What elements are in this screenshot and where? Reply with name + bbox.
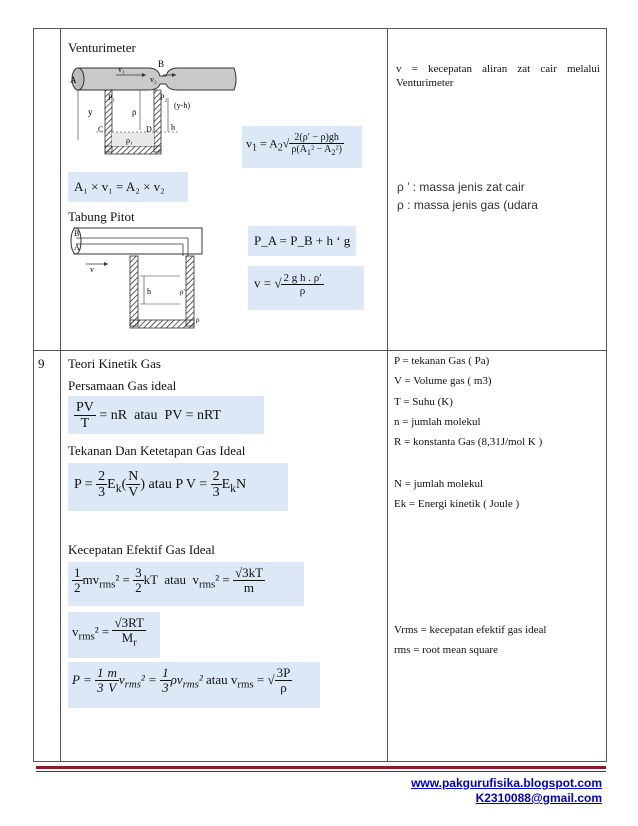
pressure-heading: Tekanan Dan Ketetapan Gas Ideal bbox=[68, 443, 246, 458]
desc-rms: rms = root mean square bbox=[394, 644, 498, 656]
formula-pitot-v: v = √ $\frac{\text{2 g h . ρ′}}{\rho}$ bbox=[254, 272, 322, 298]
footer-rule-thin bbox=[36, 771, 606, 772]
ideal-gas-heading: Persamaan Gas ideal bbox=[68, 378, 177, 393]
row-number: 9 bbox=[38, 356, 45, 371]
pitot-label-rho: ρ bbox=[196, 316, 200, 324]
formula-pa: P_A = P_B + h ‘ g bbox=[254, 233, 351, 248]
rho-description: ρ : massa jenis gas (udara bbox=[397, 198, 538, 212]
venturimeter-diagram bbox=[68, 60, 240, 165]
pitot-label-h: h bbox=[147, 287, 151, 296]
venturimeter-heading: Venturimeter bbox=[68, 40, 136, 55]
venturi-label-h: h bbox=[171, 123, 175, 132]
formula-p-rho: P = $\frac{1}{3}$ $\frac{m}{V}$ $v_{rms}^2$ = $\frac{1}{3}$ $\rho v_{rms}^2$ atau $v_{rms}$ = √ $\frac{3P}{\rho}$ bbox=[72, 665, 291, 696]
venturi-label-D: D bbox=[146, 125, 152, 134]
formula-ideal: $\frac{PV}{T}$ = nR atau PV = nRT bbox=[76, 400, 222, 432]
formula-pressure-box bbox=[68, 463, 288, 511]
venturi-label-v1: v₁ bbox=[118, 65, 125, 74]
pitot-heading: Tabung Pitot bbox=[68, 209, 135, 224]
formula-vrms-mr-box bbox=[68, 612, 160, 658]
pitot-label-A: A bbox=[74, 243, 80, 252]
venturi-label-rho1: ρ₁ bbox=[126, 136, 133, 145]
desc-volume: V = Volume gas ( m3) bbox=[394, 375, 492, 387]
desc-N: N = jumlah molekul bbox=[394, 478, 483, 490]
desc-gas-constant: R = konstanta Gas (8,31J/mol K ) bbox=[394, 436, 543, 448]
formula-ideal-box bbox=[68, 396, 264, 434]
venturi-label-P1: P₁ bbox=[108, 93, 116, 102]
desc-vrms: Vrms = kecepatan efektif gas ideal bbox=[394, 624, 547, 636]
formula-continuity-box bbox=[68, 172, 188, 202]
column-divider-description bbox=[387, 29, 388, 761]
desc-n: n = jumlah molekul bbox=[394, 416, 481, 428]
formula-ek-box bbox=[68, 562, 304, 606]
venturi-label-P2: P₂ bbox=[160, 93, 168, 102]
column-divider-number bbox=[60, 29, 61, 761]
formula-v1-box bbox=[242, 126, 362, 168]
formula-ek: $\frac{1}{2}$ $mv_{rms}^2$ = $\frac{3}{2}$ kT atau $v_{rms}^2$ = $\frac{√3kT}{m}$ bbox=[74, 565, 264, 596]
venturi-label-y: y bbox=[88, 107, 93, 117]
desc-pressure: P = tekanan Gas ( Pa) bbox=[394, 355, 490, 367]
footer-email-link[interactable]: K2310088@gmail.com bbox=[475, 791, 602, 805]
formula-p-rho-box bbox=[68, 662, 320, 708]
desc-kinetic-energy: Ek = Energi kinetik ( Joule ) bbox=[394, 498, 520, 510]
formula-continuity: A₁ × v₁ = A₂ × v₂ bbox=[74, 179, 165, 194]
venturi-label-A: A bbox=[70, 75, 77, 85]
rms-heading: Kecepatan Efektif Gas Ideal bbox=[68, 542, 215, 557]
venturi-label-B: B bbox=[158, 60, 165, 69]
formula-pa-box bbox=[248, 226, 356, 256]
venturi-label-C: C bbox=[98, 125, 104, 134]
formula-pressure: P = $\frac{2}{3}$ $E_k$( $\frac{N}{V}$ ) atau P V = $\frac{2}{3}$ $E_kN$ bbox=[74, 469, 247, 501]
footer-rule-thick bbox=[36, 766, 606, 769]
pitot-label-v: v bbox=[90, 265, 94, 274]
footer-blog-link[interactable]: www.pakgurufisika.blogspot.com bbox=[411, 776, 602, 790]
desc-temperature: T = Suhu (K) bbox=[394, 396, 453, 408]
kinetic-title: Teori Kinetik Gas bbox=[68, 356, 161, 371]
venturi-description: v = kecepatan aliran zat cair melalui Venturimeter bbox=[396, 63, 600, 89]
rho-prime-description: ρ ’ : massa jenis zat cair bbox=[397, 180, 525, 194]
formula-vrms-mr: $v_{rms}^2$ = $\frac{√3RT}{M_r}$ bbox=[72, 615, 144, 649]
formula-v1: $v_1 = A_2√$ $\frac{2(\rho' - \rho)gh}{\rho(A_1^2 - A_2^2)}$ bbox=[246, 132, 342, 157]
row-divider bbox=[34, 350, 606, 351]
venturi-label-v2: v₂ bbox=[150, 75, 157, 84]
pitot-tube-diagram bbox=[68, 222, 208, 332]
venturi-label-rho: ρ bbox=[132, 107, 137, 117]
pitot-label-rho-prime: ρ' bbox=[180, 288, 185, 296]
venturi-label-yh: (y-h) bbox=[174, 101, 190, 110]
pitot-label-B: B bbox=[74, 229, 80, 238]
formula-pitot-v-box bbox=[248, 266, 364, 310]
